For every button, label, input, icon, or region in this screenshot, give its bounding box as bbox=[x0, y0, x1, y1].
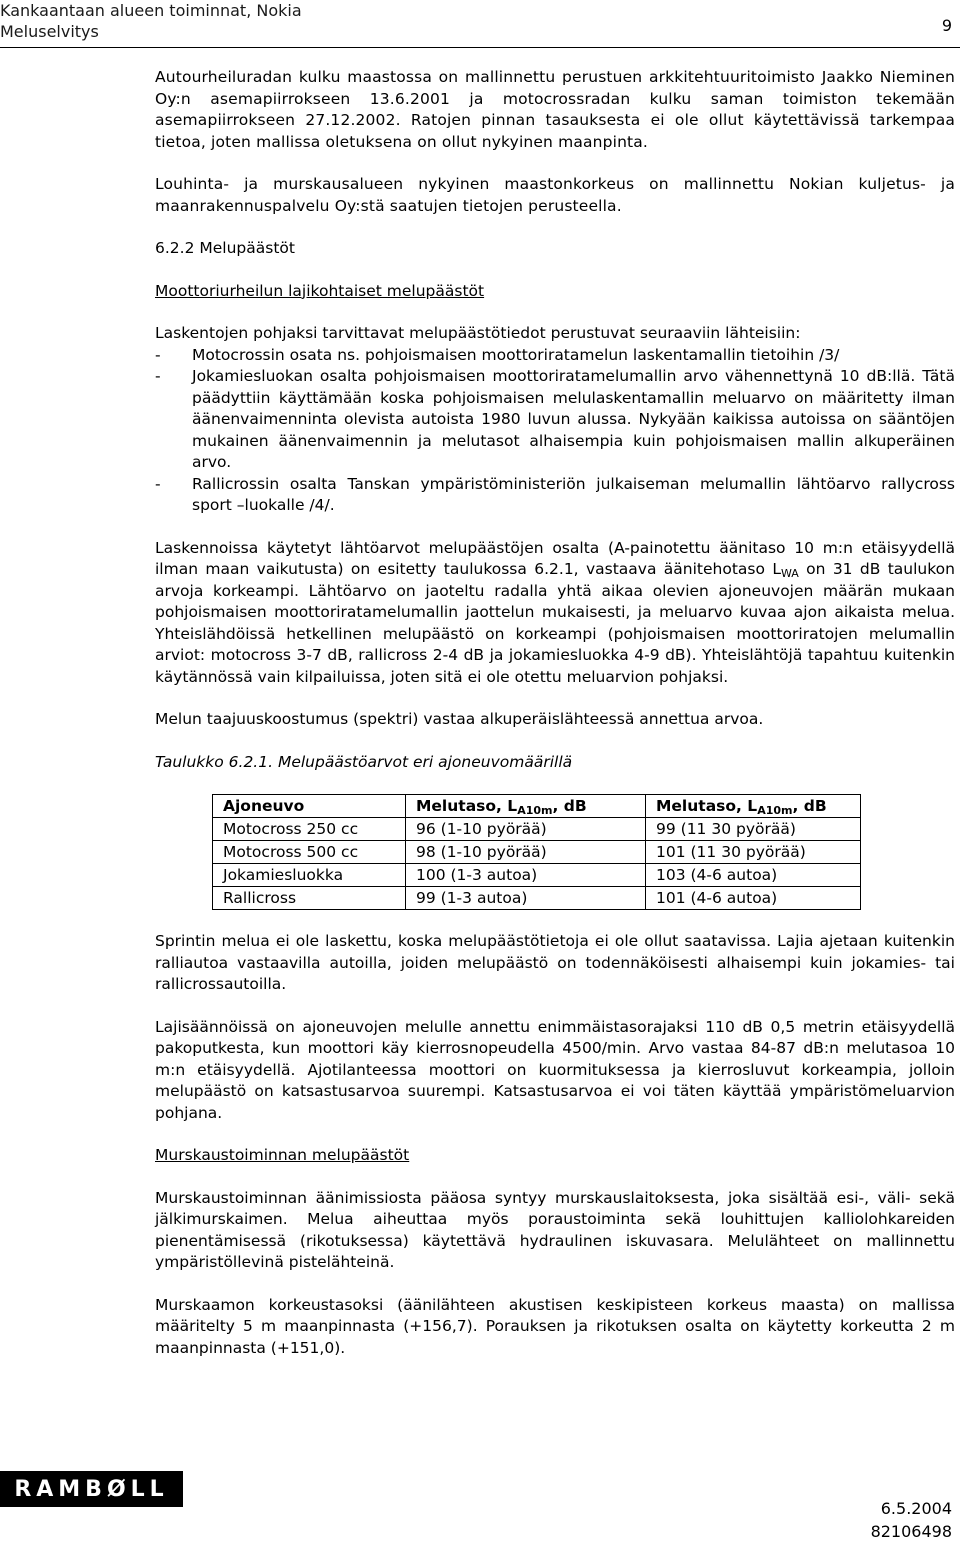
footer-doc-number: 82106498 bbox=[870, 1522, 952, 1541]
ramboll-logo: RAMBØLL bbox=[0, 1471, 183, 1507]
table-row bbox=[213, 841, 861, 864]
footer-date: 6.5.2004 bbox=[880, 1499, 952, 1518]
paragraph-sprint: Sprintin melua ei ole laskettu, koska melupäästötietoja ei ole ollut saatavissa. Lajia ajetaan kuitenkin ralliautoa vastaavilla autoilla, joiden melupäästö on todennäköisesti alhaisempi kuin jokamies- tai rallicrossautoilla. bbox=[155, 932, 955, 993]
table-cell: 99 (1-3 autoa) bbox=[406, 887, 646, 910]
table-cell: 101 (11 30 pyörää) bbox=[646, 841, 861, 864]
paragraph-source-values: Laskennoissa käytetyt lähtöarvot melupäästöjen osalta (A-painotettu äänitaso 10 m:n etäisyydellä ilman maan vaikutusta) on esitetty taulukossa 6.2.1, vastaava äänitehotaso $L_{WA}$ on 31 dB taulukon arvoja korkeampi. Lähtöarvo on jaoteltu radalla yhtä aikaa olevien ajoneuvojen määrän mukaan pohjoismaisen moottoriratamelumallin jaottelun mukaisesti, ja meluarvo kuvaa ajon aikaista melua. Yhteislähdöissä hetkellinen melupäästö on korkeampi (pohjoismaisen moottoriratojen melumallin arviot: motocross 3-7 dB, rallicross 2-4 dB ja jokamiesluokka 4-9 dB). Yhteislähtöjä tapahtuu kuitenkin käytännössä vain kilpailuissa, joten sitä ei ole otettu meluarvion pohjaksi. bbox=[155, 538, 955, 686]
list-item: - Motocrossin osata ns. pohjoismaisen moottoriratamelun laskentamallin tietoihin /3/ bbox=[155, 345, 840, 364]
table-header-row bbox=[213, 795, 861, 818]
table-header-cell: Melutaso, $L_{A10m}$, dB bbox=[646, 795, 861, 818]
table-row bbox=[213, 818, 861, 841]
table-cell: 101 (4-6 autoa) bbox=[646, 887, 861, 910]
subheading-crushing-emissions: Murskaustoiminnan melupäästöt bbox=[155, 1146, 410, 1164]
table-cell: Rallicross bbox=[213, 887, 406, 910]
table-cell: 99 (11 30 pyörää) bbox=[646, 818, 861, 841]
paragraph-track-modelling: Autourheiluradan kulku maastossa on mallinnettu perustuen arkkitehtuuritoimisto Jaakko Nieminen Oy:n asemapiirrokseen 13.6.2001 ja motocrossradan kulku saman toimiston tekemään asemapiirrokseen 27.12.2002. Ratojen pinnan tasauksesta ei ole ollut käytettävissä tarkempaa tietoa, joten mallissa oletuksena on ollut nykyinen maanpinta. bbox=[155, 68, 955, 151]
paragraph-crushing-heights: Murskaamon korkeustasoksi (äänilähteen akustisen keskipisteen korkeus maasta) on mallissa määritelty 5 m maanpinnasta (+156,7). Porauksen ja rikotuksen osalta on käytetty korkeutta 2 m maanpinnasta (+151,0). bbox=[155, 1295, 955, 1357]
table-header-cell: Ajoneuvo bbox=[213, 795, 406, 818]
subheading-motorsport-emissions: Moottoriurheilun lajikohtaiset melupäästöt bbox=[155, 281, 485, 300]
header-divider bbox=[0, 47, 960, 48]
emission-table bbox=[212, 794, 861, 910]
footer-info bbox=[871, 1497, 952, 1543]
table-cell: 103 (4-6 autoa) bbox=[646, 864, 861, 887]
table-caption: Taulukko 6.2.1. Melupäästöarvot eri ajoneuvomäärillä bbox=[155, 752, 573, 771]
header-subtitle: Meluselvitys bbox=[0, 22, 99, 41]
document-header bbox=[0, 0, 302, 42]
page-number: 9 bbox=[941, 16, 952, 35]
table-row bbox=[213, 887, 861, 910]
table-cell: Motocross 250 cc bbox=[213, 818, 406, 841]
paragraph-quarry-terrain: Louhinta- ja murskausalueen nykyinen maastonkorkeus on mallinnettu Nokian kuljetus- ja maanrakennuspalvelu Oy:stä saatujen tietojen perusteella. bbox=[155, 175, 955, 215]
paragraph-rules-limits: Lajisäännöissä on ajoneuvojen melulle annettu enimmäistasorajaksi 110 dB 0,5 metrin etäisyydellä pakoputkesta, kun moottori käy kierrosnopeudella 4500/min. Arvo vastaa 84-87 dB:n melutasoa 10 m:n etäisyydellä. Ajotilanteessa moottori on kuormituksessa ja kierrosluvut korkeampia, jolloin melupäästö on katsastusarvoa suurempi. Katsastusarvoa ei voi täten käyttää ympäristömeluarvion pohjana. bbox=[155, 1017, 955, 1122]
table-row bbox=[213, 864, 861, 887]
document-body bbox=[155, 67, 955, 1359]
paragraph-spectrum: Melun taajuuskoostumus (spektri) vastaa alkuperäislähteessä annettua arvoa. bbox=[155, 710, 764, 728]
table-cell: 100 (1-3 autoa) bbox=[406, 864, 646, 887]
list-item: - Jokamiesluokan osalta pohjoismaisen moottoriratamelumallin arvo vähennettynä 10 dB:llä. Tätä päädyttiin käyttämään koska pohjoismaisen melulaskentamallin meluarvo on määritetty ilman äänenvaimenninta olevista autoista 1980 luvun alussa. Nykyään kaikissa autoissa on sääntöjen mukainen äänenvaimennin ja melutasot alhaisempia kuin pohjoismaisen mallin alkuperäinen arvo. bbox=[155, 367, 955, 471]
table-cell: 98 (1-10 pyörää) bbox=[406, 841, 646, 864]
paragraph-crushing-sources: Murskaustoiminnan äänimissiosta pääosa syntyy murskauslaitoksesta, joka sisältää esi-, väli- sekä jälkimurskaimen. Melua aiheuttaa myös poraustoiminta sekä louhittujen kalliolohkareiden pienentämisessä (rikotuksessa) käytettävä hydraulinen iskuvasara. Melulähteet on mallinnettu ympäristöllevinä pistelähteinä. bbox=[155, 1188, 955, 1271]
sources-list bbox=[155, 345, 955, 517]
table-cell: Motocross 500 cc bbox=[213, 841, 406, 864]
table-header-cell: Melutaso, $L_{A10m}$, dB bbox=[406, 795, 646, 818]
list-item: - Rallicrossin osalta Tanskan ympäristöministeriön julkaiseman melumallin lähtöarvo rallycross sport –luokalle /4/. bbox=[155, 474, 955, 514]
header-title: Kankaantaan alueen toiminnat, Nokia bbox=[0, 1, 302, 20]
table-cell: 96 (1-10 pyörää) bbox=[406, 818, 646, 841]
paragraph-sources-intro: Laskentojen pohjaksi tarvittavat melupäästötiedot perustuvat seuraaviin lähteisiin: bbox=[155, 324, 801, 342]
table-cell: Jokamiesluokka bbox=[213, 864, 406, 887]
section-heading: 6.2.2 Melupäästöt bbox=[155, 239, 295, 257]
